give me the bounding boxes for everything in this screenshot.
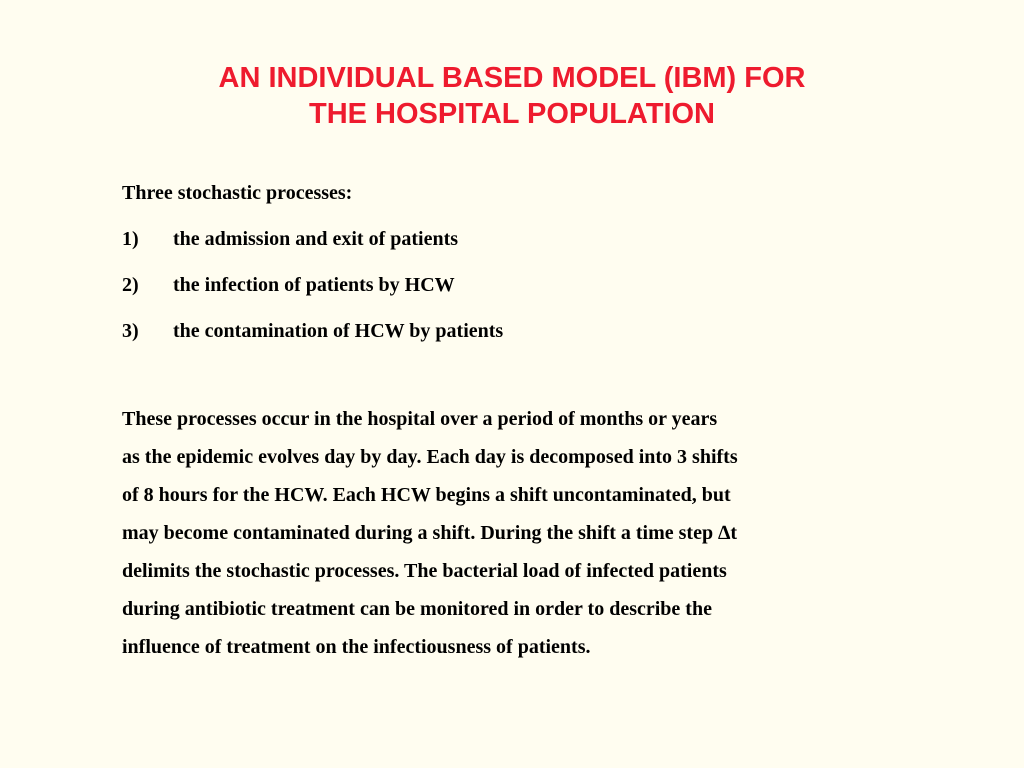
list-item-text: the infection of patients by HCW <box>173 274 455 296</box>
intro-text: Three stochastic processes: <box>122 182 353 204</box>
paragraph-line: may become contaminated during a shift. During the shift a time step ∆t <box>122 522 737 544</box>
description-paragraph <box>122 400 922 666</box>
list-item <box>122 317 503 363</box>
list-item <box>122 225 503 271</box>
list-item-number: 1) <box>122 228 139 250</box>
list-item-text: the contamination of HCW by patients <box>173 320 504 342</box>
list-item-text: the admission and exit of patients <box>173 228 459 250</box>
list-item-number: 3) <box>122 320 139 342</box>
title-line-1: AN INDIVIDUAL BASED MODEL (IBM) FOR <box>218 62 806 94</box>
paragraph-line: influence of treatment on the infectiousness of patients. <box>122 636 591 658</box>
list-item <box>122 271 503 317</box>
process-list <box>122 225 503 363</box>
paragraph-line: during antibiotic treatment can be monitored in order to describe the <box>122 598 712 620</box>
slide-title <box>0 60 1024 132</box>
paragraph-line: These processes occur in the hospital over a period of months or years <box>122 408 718 430</box>
list-item-number: 2) <box>122 274 139 296</box>
paragraph-line: as the epidemic evolves day by day. Each day is decomposed into 3 shifts <box>122 446 738 468</box>
title-line-2: THE HOSPITAL POPULATION <box>308 98 715 130</box>
paragraph-line: of 8 hours for the HCW. Each HCW begins a shift uncontaminated, but <box>122 484 731 506</box>
paragraph-line: delimits the stochastic processes. The bacterial load of infected patients <box>122 560 727 582</box>
